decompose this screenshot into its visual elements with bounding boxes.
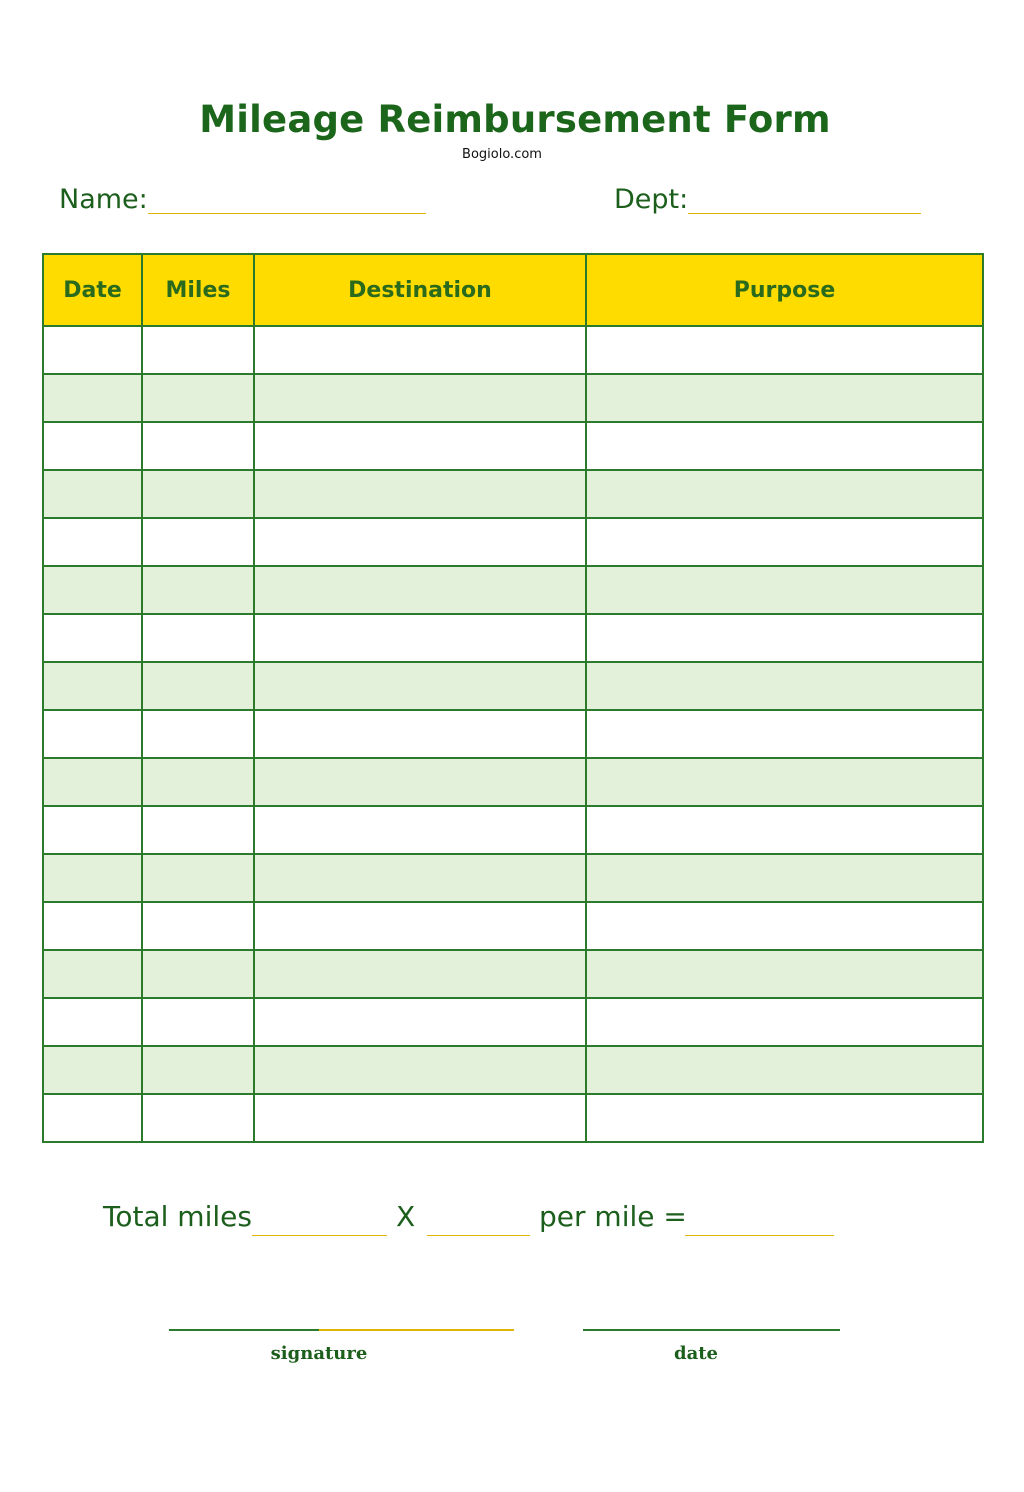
table-row [43,614,983,662]
date-cell[interactable] [43,806,142,854]
purpose-cell[interactable] [586,614,983,662]
signature-line-right[interactable] [319,1329,514,1331]
date-cell[interactable] [43,566,142,614]
miles-cell[interactable] [142,854,254,902]
miles-cell[interactable] [142,326,254,374]
miles-cell[interactable] [142,614,254,662]
signature-line-left [169,1329,319,1331]
purpose-cell[interactable] [586,758,983,806]
date-cell[interactable] [43,1046,142,1094]
date-cell[interactable] [43,374,142,422]
date-cell[interactable] [43,422,142,470]
date-cell[interactable] [43,518,142,566]
destination-cell[interactable] [254,374,586,422]
column-header-date: Date [43,254,142,326]
dept-field[interactable] [688,213,921,214]
destination-cell[interactable] [254,950,586,998]
destination-cell[interactable] [254,518,586,566]
destination-cell[interactable] [254,1046,586,1094]
column-header-miles: Miles [142,254,254,326]
name-label: Name: [59,184,148,215]
date-cell[interactable] [43,902,142,950]
purpose-cell[interactable] [586,854,983,902]
purpose-cell[interactable] [586,1046,983,1094]
table-row [43,518,983,566]
date-cell[interactable] [43,470,142,518]
date-cell[interactable] [43,614,142,662]
table-row [43,326,983,374]
purpose-cell[interactable] [586,710,983,758]
rate-field[interactable] [427,1235,530,1236]
purpose-cell[interactable] [586,566,983,614]
table-header-row [43,254,983,326]
table-row [43,374,983,422]
miles-cell[interactable] [142,662,254,710]
purpose-cell[interactable] [586,950,983,998]
signature-caption: signature [270,1343,368,1364]
date-cell[interactable] [43,710,142,758]
date-cell[interactable] [43,662,142,710]
table-row [43,950,983,998]
destination-cell[interactable] [254,710,586,758]
times-symbol: X [396,1200,416,1233]
date-cell[interactable] [43,950,142,998]
dept-label: Dept: [614,184,689,215]
table-row [43,902,983,950]
purpose-cell[interactable] [586,422,983,470]
date-cell[interactable] [43,758,142,806]
miles-cell[interactable] [142,902,254,950]
date-cell[interactable] [43,1094,142,1142]
table-row [43,854,983,902]
miles-cell[interactable] [142,758,254,806]
miles-cell[interactable] [142,374,254,422]
miles-cell[interactable] [142,806,254,854]
table-row [43,710,983,758]
destination-cell[interactable] [254,470,586,518]
miles-cell[interactable] [142,710,254,758]
miles-cell[interactable] [142,422,254,470]
purpose-cell[interactable] [586,470,983,518]
table-row [43,566,983,614]
date-caption: date [673,1343,718,1364]
purpose-cell[interactable] [586,374,983,422]
miles-cell[interactable] [142,470,254,518]
destination-cell[interactable] [254,662,586,710]
table-row [43,470,983,518]
table-row [43,806,983,854]
miles-cell[interactable] [142,950,254,998]
purpose-cell[interactable] [586,662,983,710]
destination-cell[interactable] [254,614,586,662]
destination-cell[interactable] [254,566,586,614]
miles-cell[interactable] [142,1094,254,1142]
per-mile-label: per mile = [539,1200,687,1233]
table-row [43,422,983,470]
form-title: Mileage Reimbursement Form [199,98,831,141]
table-row [43,1046,983,1094]
total-miles-label: Total miles [103,1200,252,1233]
date-cell[interactable] [43,854,142,902]
destination-cell[interactable] [254,1094,586,1142]
reimbursement-total-field[interactable] [685,1235,834,1236]
mileage-log-table [42,253,984,1143]
destination-cell[interactable] [254,326,586,374]
destination-cell[interactable] [254,806,586,854]
miles-cell[interactable] [142,998,254,1046]
date-cell[interactable] [43,326,142,374]
column-header-purpose: Purpose [586,254,983,326]
miles-cell[interactable] [142,566,254,614]
purpose-cell[interactable] [586,326,983,374]
name-field[interactable] [148,213,426,214]
destination-cell[interactable] [254,758,586,806]
table-row [43,1094,983,1142]
date-line[interactable] [583,1329,840,1331]
destination-cell[interactable] [254,854,586,902]
table-row [43,998,983,1046]
purpose-cell[interactable] [586,806,983,854]
destination-cell[interactable] [254,902,586,950]
purpose-cell[interactable] [586,902,983,950]
total-miles-field[interactable] [252,1235,387,1236]
destination-cell[interactable] [254,422,586,470]
source-site: Bogiolo.com [462,147,542,162]
column-header-destination: Destination [254,254,586,326]
purpose-cell[interactable] [586,518,983,566]
miles-cell[interactable] [142,518,254,566]
purpose-cell[interactable] [586,1094,983,1142]
table-body [43,326,983,1142]
table-row [43,758,983,806]
table-row [43,662,983,710]
date-cell[interactable] [43,998,142,1046]
purpose-cell[interactable] [586,998,983,1046]
miles-cell[interactable] [142,1046,254,1094]
destination-cell[interactable] [254,998,586,1046]
